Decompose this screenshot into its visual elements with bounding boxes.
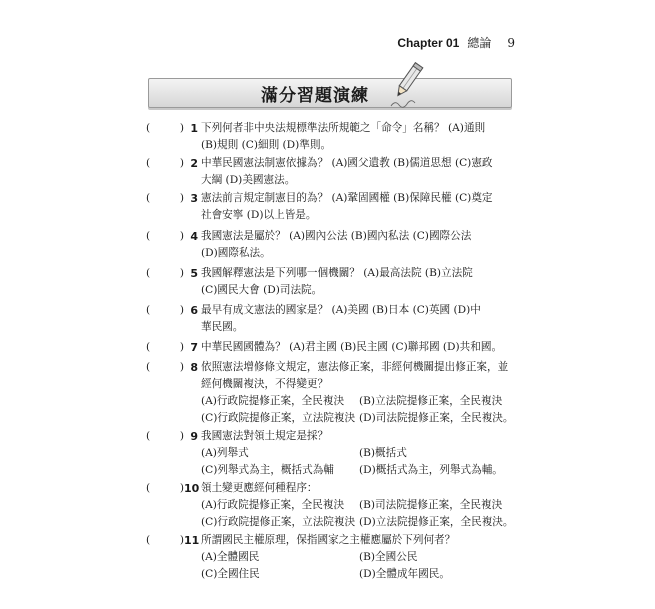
section-label: 總論 <box>467 36 492 50</box>
question-text-line: 我國憲法是屬於？ (A)國內公法 (B)國內私法 (C)國際公法 <box>201 230 472 242</box>
question-body <box>201 155 526 189</box>
section-banner <box>148 78 512 108</box>
question-text-line: 我國憲法對領土規定是採？ <box>201 430 329 442</box>
pencil-icon <box>383 62 433 108</box>
answer-blank: ( ) <box>146 482 184 494</box>
question-number: 5 <box>190 267 198 280</box>
question-number: 8 <box>190 361 198 374</box>
answer-blank: ( ) <box>146 267 184 279</box>
question-number: 1 <box>190 122 198 135</box>
question-body <box>201 339 526 356</box>
question-text-line: 大綱 (D)美國憲法。 <box>201 174 296 186</box>
answer-option: (B)司法院提修正案，全民複決 <box>359 499 503 511</box>
question-text-line: 依照憲法增修條文規定，憲法修正案，非經何機關提出修正案，並 <box>201 361 509 373</box>
question-text-line: 我國解釋憲法是下列哪一個機關？ (A)最高法院 (B)立法院 <box>201 267 473 279</box>
answer-option: (B)全國公民 <box>359 551 418 563</box>
answer-option: (D)立法院提修正案，全民複決。 <box>359 516 514 528</box>
question-body <box>201 428 526 479</box>
question-body <box>201 359 526 427</box>
answer-blank: ( ) <box>146 361 184 373</box>
question-text-line: 華民國。 <box>201 321 244 333</box>
question-number: 9 <box>190 430 198 443</box>
answer-blank: ( ) <box>146 230 184 242</box>
answer-blank: ( ) <box>146 534 184 546</box>
chapter-label: Chapter 01 <box>397 36 460 50</box>
question-number: 11 <box>184 534 200 547</box>
question-body <box>201 190 526 224</box>
question-body <box>201 302 526 336</box>
question-number: 2 <box>190 157 198 170</box>
banner-title: 滿分習題演練 <box>261 86 369 106</box>
question-body <box>201 120 526 154</box>
question-text-line: (B)規則 (C)細則 (D)準則。 <box>201 139 332 151</box>
question-text-line: 經何機關複決，不得變更？ <box>201 378 329 390</box>
option-grid <box>201 549 526 583</box>
question-text-line: 下列何者非中央法規標準法所規範之「命令」名稱？ (A)通則 <box>201 122 486 134</box>
page-header <box>397 34 515 51</box>
answer-blank: ( ) <box>146 122 184 134</box>
question-text-line: (D)國際私法。 <box>201 247 271 259</box>
question-text-line: 所謂國民主權原理，保指國家之主權應屬於下列何者？ <box>201 534 456 546</box>
answer-blank: ( ) <box>146 304 184 316</box>
question-body <box>201 480 526 531</box>
question-number: 7 <box>190 341 198 354</box>
question-body <box>201 228 526 262</box>
question-text-line: 社會安寧 (D)以上皆是。 <box>201 209 317 221</box>
answer-option: (A)行政院提修正案，全民複決 <box>201 395 345 407</box>
question-number: 6 <box>190 304 198 317</box>
answer-option: (C)行政院提修正案，立法院複決 <box>201 412 356 424</box>
option-grid <box>201 393 526 427</box>
answer-option: (B)立法院提修正案，全民複決 <box>359 395 503 407</box>
answer-option: (D)司法院提修正案，全民複決。 <box>359 412 514 424</box>
question-number: 4 <box>190 230 198 243</box>
answer-option: (C)行政院提修正案，立法院複決 <box>201 516 356 528</box>
question-text-line: 最早有成文憲法的國家是？ (A)美國 (B)日本 (C)英國 (D)中 <box>201 304 481 316</box>
answer-option: (A)行政院提修正案，全民複決 <box>201 499 345 511</box>
option-grid <box>201 497 526 531</box>
answer-option: (A)全體國民 <box>201 551 260 563</box>
question-number: 3 <box>190 192 198 205</box>
answer-option: (D)全體成年國民。 <box>359 568 450 580</box>
question-text-line: (C)國民大會 (D)司法院。 <box>201 284 323 296</box>
option-grid <box>201 445 526 479</box>
question-body <box>201 532 526 583</box>
answer-option: (C)全國住民 <box>201 568 260 580</box>
answer-blank: ( ) <box>146 341 184 353</box>
question-text-line: 憲法前言規定制憲目的為？ (A)鞏固國權 (B)保障民權 (C)奠定 <box>201 192 493 204</box>
question-number: 10 <box>184 482 200 495</box>
answer-option: (C)列舉式為主，概括式為輔 <box>201 464 334 476</box>
page-number: 9 <box>507 36 515 50</box>
question-text-line: 中華民國憲法制憲依據為？ (A)國父遺教 (B)儒道思想 (C)憲政 <box>201 157 493 169</box>
answer-blank: ( ) <box>146 430 184 442</box>
answer-option: (B)概括式 <box>359 447 407 459</box>
answer-blank: ( ) <box>146 157 184 169</box>
question-text-line: 中華民國國體為？ (A)君主國 (B)民主國 (C)聯邦國 (D)共和國。 <box>201 341 503 353</box>
question-body <box>201 265 526 299</box>
question-text-line: 領土變更應經何種程序： <box>201 482 318 494</box>
answer-blank: ( ) <box>146 192 184 204</box>
answer-option: (A)列舉式 <box>201 447 249 459</box>
answer-option: (D)概括式為主，列舉式為輔。 <box>359 464 503 476</box>
